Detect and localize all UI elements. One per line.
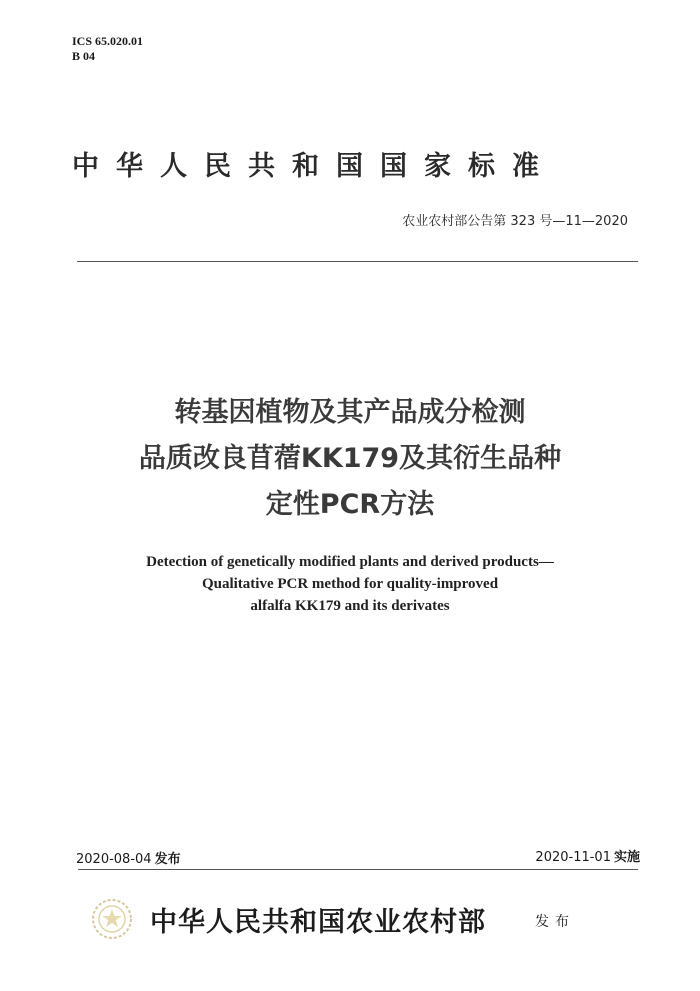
chinese-title-line: 转基因植物及其产品成分检测 xyxy=(174,397,526,428)
header-divider xyxy=(77,261,638,262)
classification-codes xyxy=(72,34,143,64)
chinese-title-line: 定性PCR方法 xyxy=(265,489,435,520)
footer-divider xyxy=(78,869,638,870)
english-title xyxy=(0,551,700,617)
ics-code: ICS 65.020.01 xyxy=(72,34,144,48)
english-title-line: Detection of genetically modified plants and derived products— xyxy=(146,554,554,570)
issue-date-block xyxy=(76,848,181,867)
publish-label: 发布 xyxy=(535,914,575,930)
chinese-title-line: 品质改良苜蓿KK179及其衍生品种 xyxy=(138,443,562,474)
issuing-ministry: 中华人民共和国农业农村部 xyxy=(150,907,486,938)
implementation-label: 实施 xyxy=(613,850,640,865)
national-standard-title: 中华人民共和国国家标准 xyxy=(72,151,556,182)
implementation-date-block xyxy=(535,846,640,865)
ccs-code: B 04 xyxy=(72,49,96,63)
implementation-date: 2020-11-01 xyxy=(535,850,611,865)
english-title-line: alfalfa KK179 and its derivates xyxy=(250,598,450,614)
issue-date: 2020-08-04 xyxy=(76,852,152,867)
english-title-line: Qualitative PCR method for quality-improved xyxy=(201,576,499,592)
document-number: 农业农村部公告第 323 号—11—2020 xyxy=(402,214,628,229)
issue-label: 发布 xyxy=(154,852,181,867)
chinese-title xyxy=(0,390,700,528)
national-emblem-seal-icon xyxy=(91,898,133,940)
